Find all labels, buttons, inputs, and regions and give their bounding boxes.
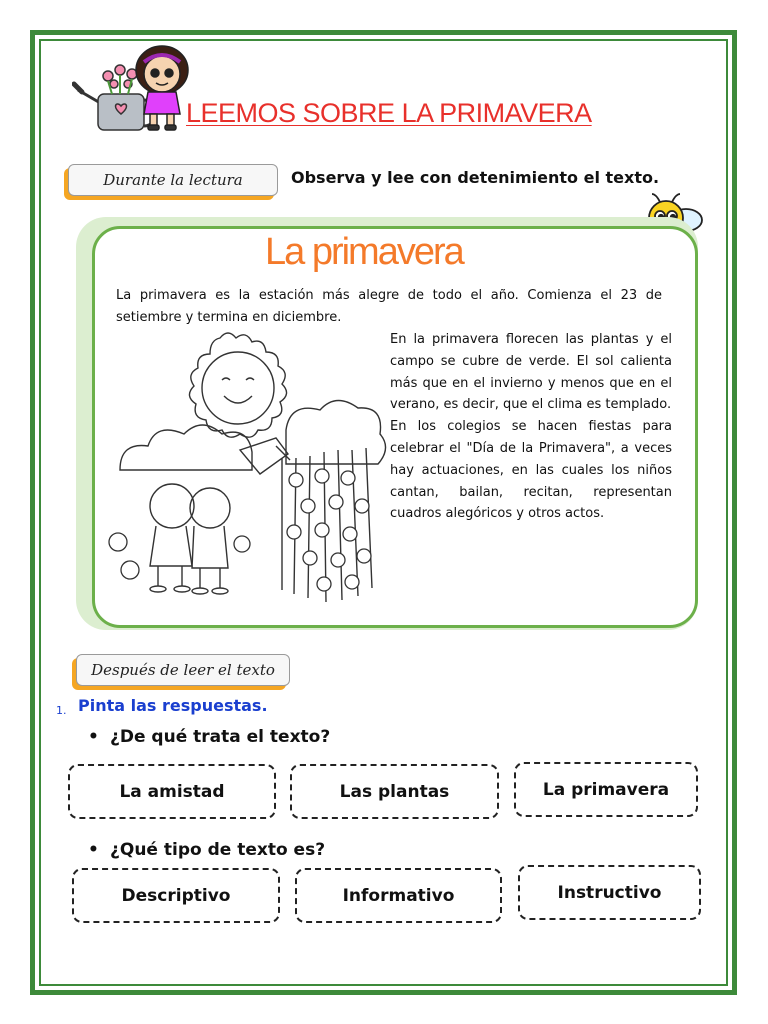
question-1-text: ¿De qué trata el texto? [110,727,331,747]
reading-paragraph-3: En los colegios se hacen fiestas para celebrar el "Día de la Primavera", a veces hay actuaciones, en las cuales los niños cantan, bailan, recitan, representan cuadros alegóricos y otros actos. [390,419,672,522]
reading-paragraph-2: En la primavera florecen las plantas y el campo se cubre de verde. El sol calienta más que en el invierno y menos que en el verano, es decir, que el clima es templado. [390,332,672,413]
page-title: LEEMOS SOBRE LA PRIMAVERA [186,98,592,128]
section-tag-after-reading: Después de leer el texto [76,654,290,686]
question-2 [88,840,325,860]
question-1 [88,727,330,747]
answer-option-instructivo[interactable]: Instructivo [518,865,701,920]
activity-number: 1. [56,704,67,717]
answer-option-la-primavera[interactable]: La primavera [514,762,698,817]
reading-text-column [390,329,672,525]
answer-option-las-plantas[interactable]: Las plantas [290,764,499,819]
spring-illustration-icon [100,330,390,610]
bullet: • [88,727,99,747]
reading-title: La primavera [265,231,463,273]
answer-option-la-amistad[interactable]: La amistad [68,764,276,819]
section-tag-during-reading: Durante la lectura [68,164,278,196]
activity-title: Pinta las respuestas. [78,696,268,715]
question-2-text: ¿Qué tipo de texto es? [110,840,326,860]
bullet: • [88,840,99,860]
answer-option-descriptivo[interactable]: Descriptivo [72,868,280,923]
reading-paragraph-1: La primavera es la estación más alegre de todo el año. Comienza el 23 de setiembre y termina en diciembre. [116,288,662,325]
reading-instruction: Observa y lee con detenimiento el texto. [291,168,660,187]
answer-option-informativo[interactable]: Informativo [295,868,502,923]
